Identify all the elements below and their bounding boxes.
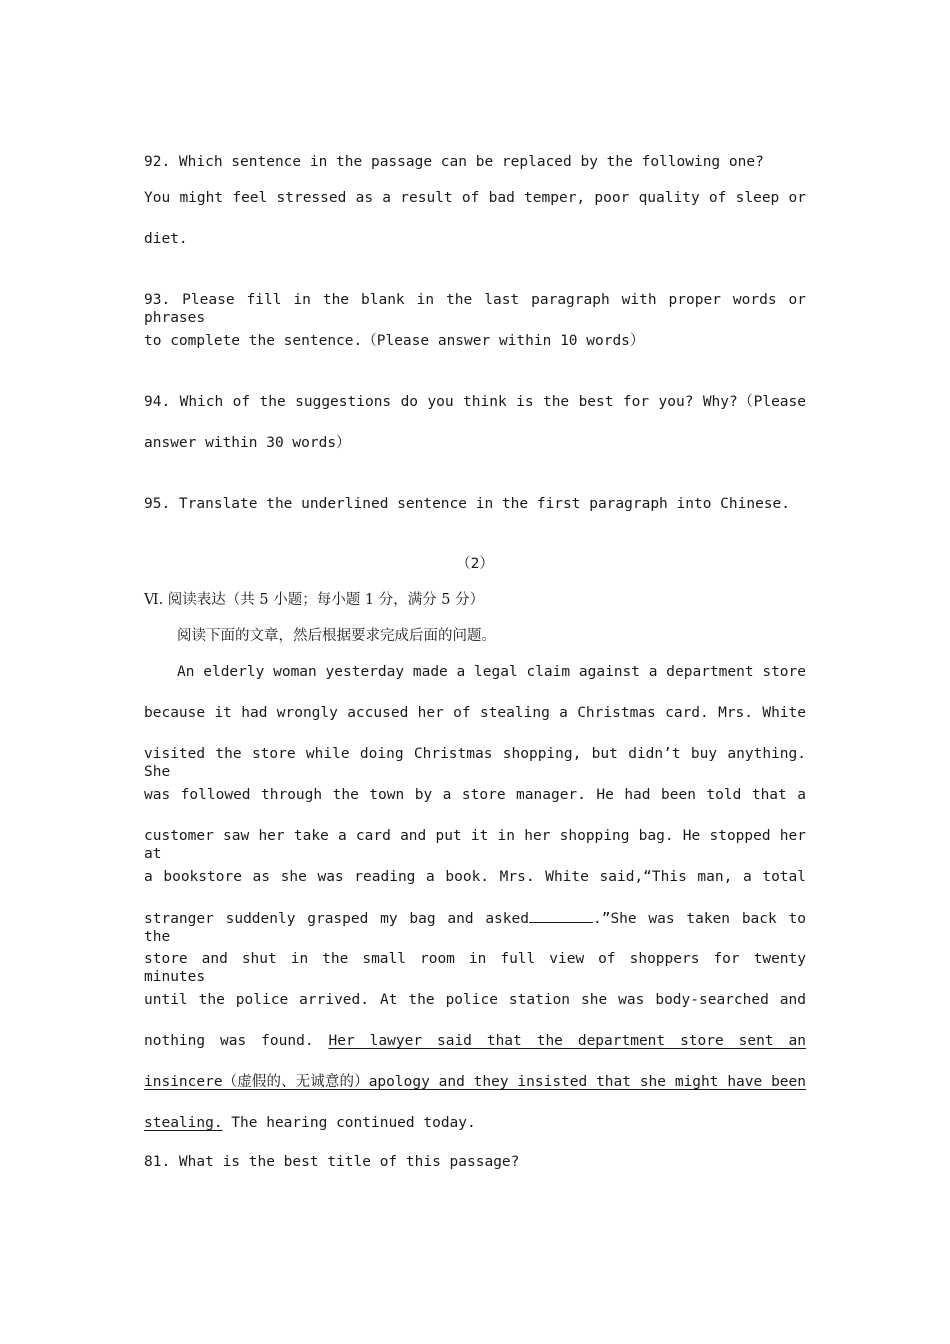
underlined-sentence-part-2: insincere（虚假的、无诚意的）apology and they insisted that she might have been xyxy=(144,1074,806,1090)
question-94-line1: 94. Which of the suggestions do you think is the best for you? Why?（Please xyxy=(144,394,806,410)
passage-line-10 xyxy=(144,1032,806,1050)
section-instruction: 阅读下面的文章，然后根据要求完成后面的问题。 xyxy=(177,628,496,644)
question-95: 95. Translate the underlined sentence in the first paragraph into Chinese. xyxy=(144,496,791,512)
question-81: 81. What is the best title of this passage? xyxy=(144,1154,520,1170)
passage-line-5: customer saw her take a card and put it in her shopping bag. He stopped her at xyxy=(144,828,806,862)
passage-line-2: because it had wrongly accused her of stealing a Christmas card. Mrs. White xyxy=(144,705,806,721)
passage-line-7-start: stranger suddenly grasped my bag and asked xyxy=(144,911,529,927)
answer-blank xyxy=(529,909,593,923)
passage-line-4: was followed through the town by a store manager. He had been told that a xyxy=(144,787,806,803)
passage-line-9: until the police arrived. At the police station she was body-searched and xyxy=(144,992,806,1008)
passage-line-12-end: The hearing continued today. xyxy=(222,1115,476,1131)
underlined-sentence-part-1: Her lawyer said that the department store sent an xyxy=(328,1033,807,1049)
passage-line-10-start: nothing was found. xyxy=(144,1033,314,1049)
question-92-sentence-line1: You might feel stressed as a result of bad temper, poor quality of sleep or xyxy=(144,190,806,206)
passage-line-7 xyxy=(144,909,806,946)
passage-line-7-end: .”She was taken back to the xyxy=(144,911,806,945)
question-92-sentence-line2: diet. xyxy=(144,231,188,247)
part-2-label: （2） xyxy=(456,556,494,572)
passage-line-8: store and shut in the small room in full view of shoppers for twenty minutes xyxy=(144,951,806,985)
question-93-line1: 93. Please fill in the blank in the last paragraph with proper words or phrases xyxy=(144,292,806,326)
passage-line-3: visited the store while doing Christmas shopping, but didn’t buy anything. She xyxy=(144,746,806,780)
question-94-line2: answer within 30 words） xyxy=(144,435,351,451)
passage-line-6: a bookstore as she was reading a book. Mrs. White said,“This man, a total xyxy=(144,869,806,885)
question-93-line2: to complete the sentence.（Please answer within 10 words） xyxy=(144,333,645,349)
section-heading: Ⅵ. 阅读表达（共 5 小题；每小题 1 分，满分 5 分） xyxy=(144,592,485,608)
question-92-text: 92. Which sentence in the passage can be replaced by the following one? xyxy=(144,154,764,170)
passage-line-12 xyxy=(144,1114,806,1132)
passage-line-1: An elderly woman yesterday made a legal claim against a department store xyxy=(177,664,806,680)
underlined-sentence-part-3: stealing. xyxy=(144,1115,223,1131)
